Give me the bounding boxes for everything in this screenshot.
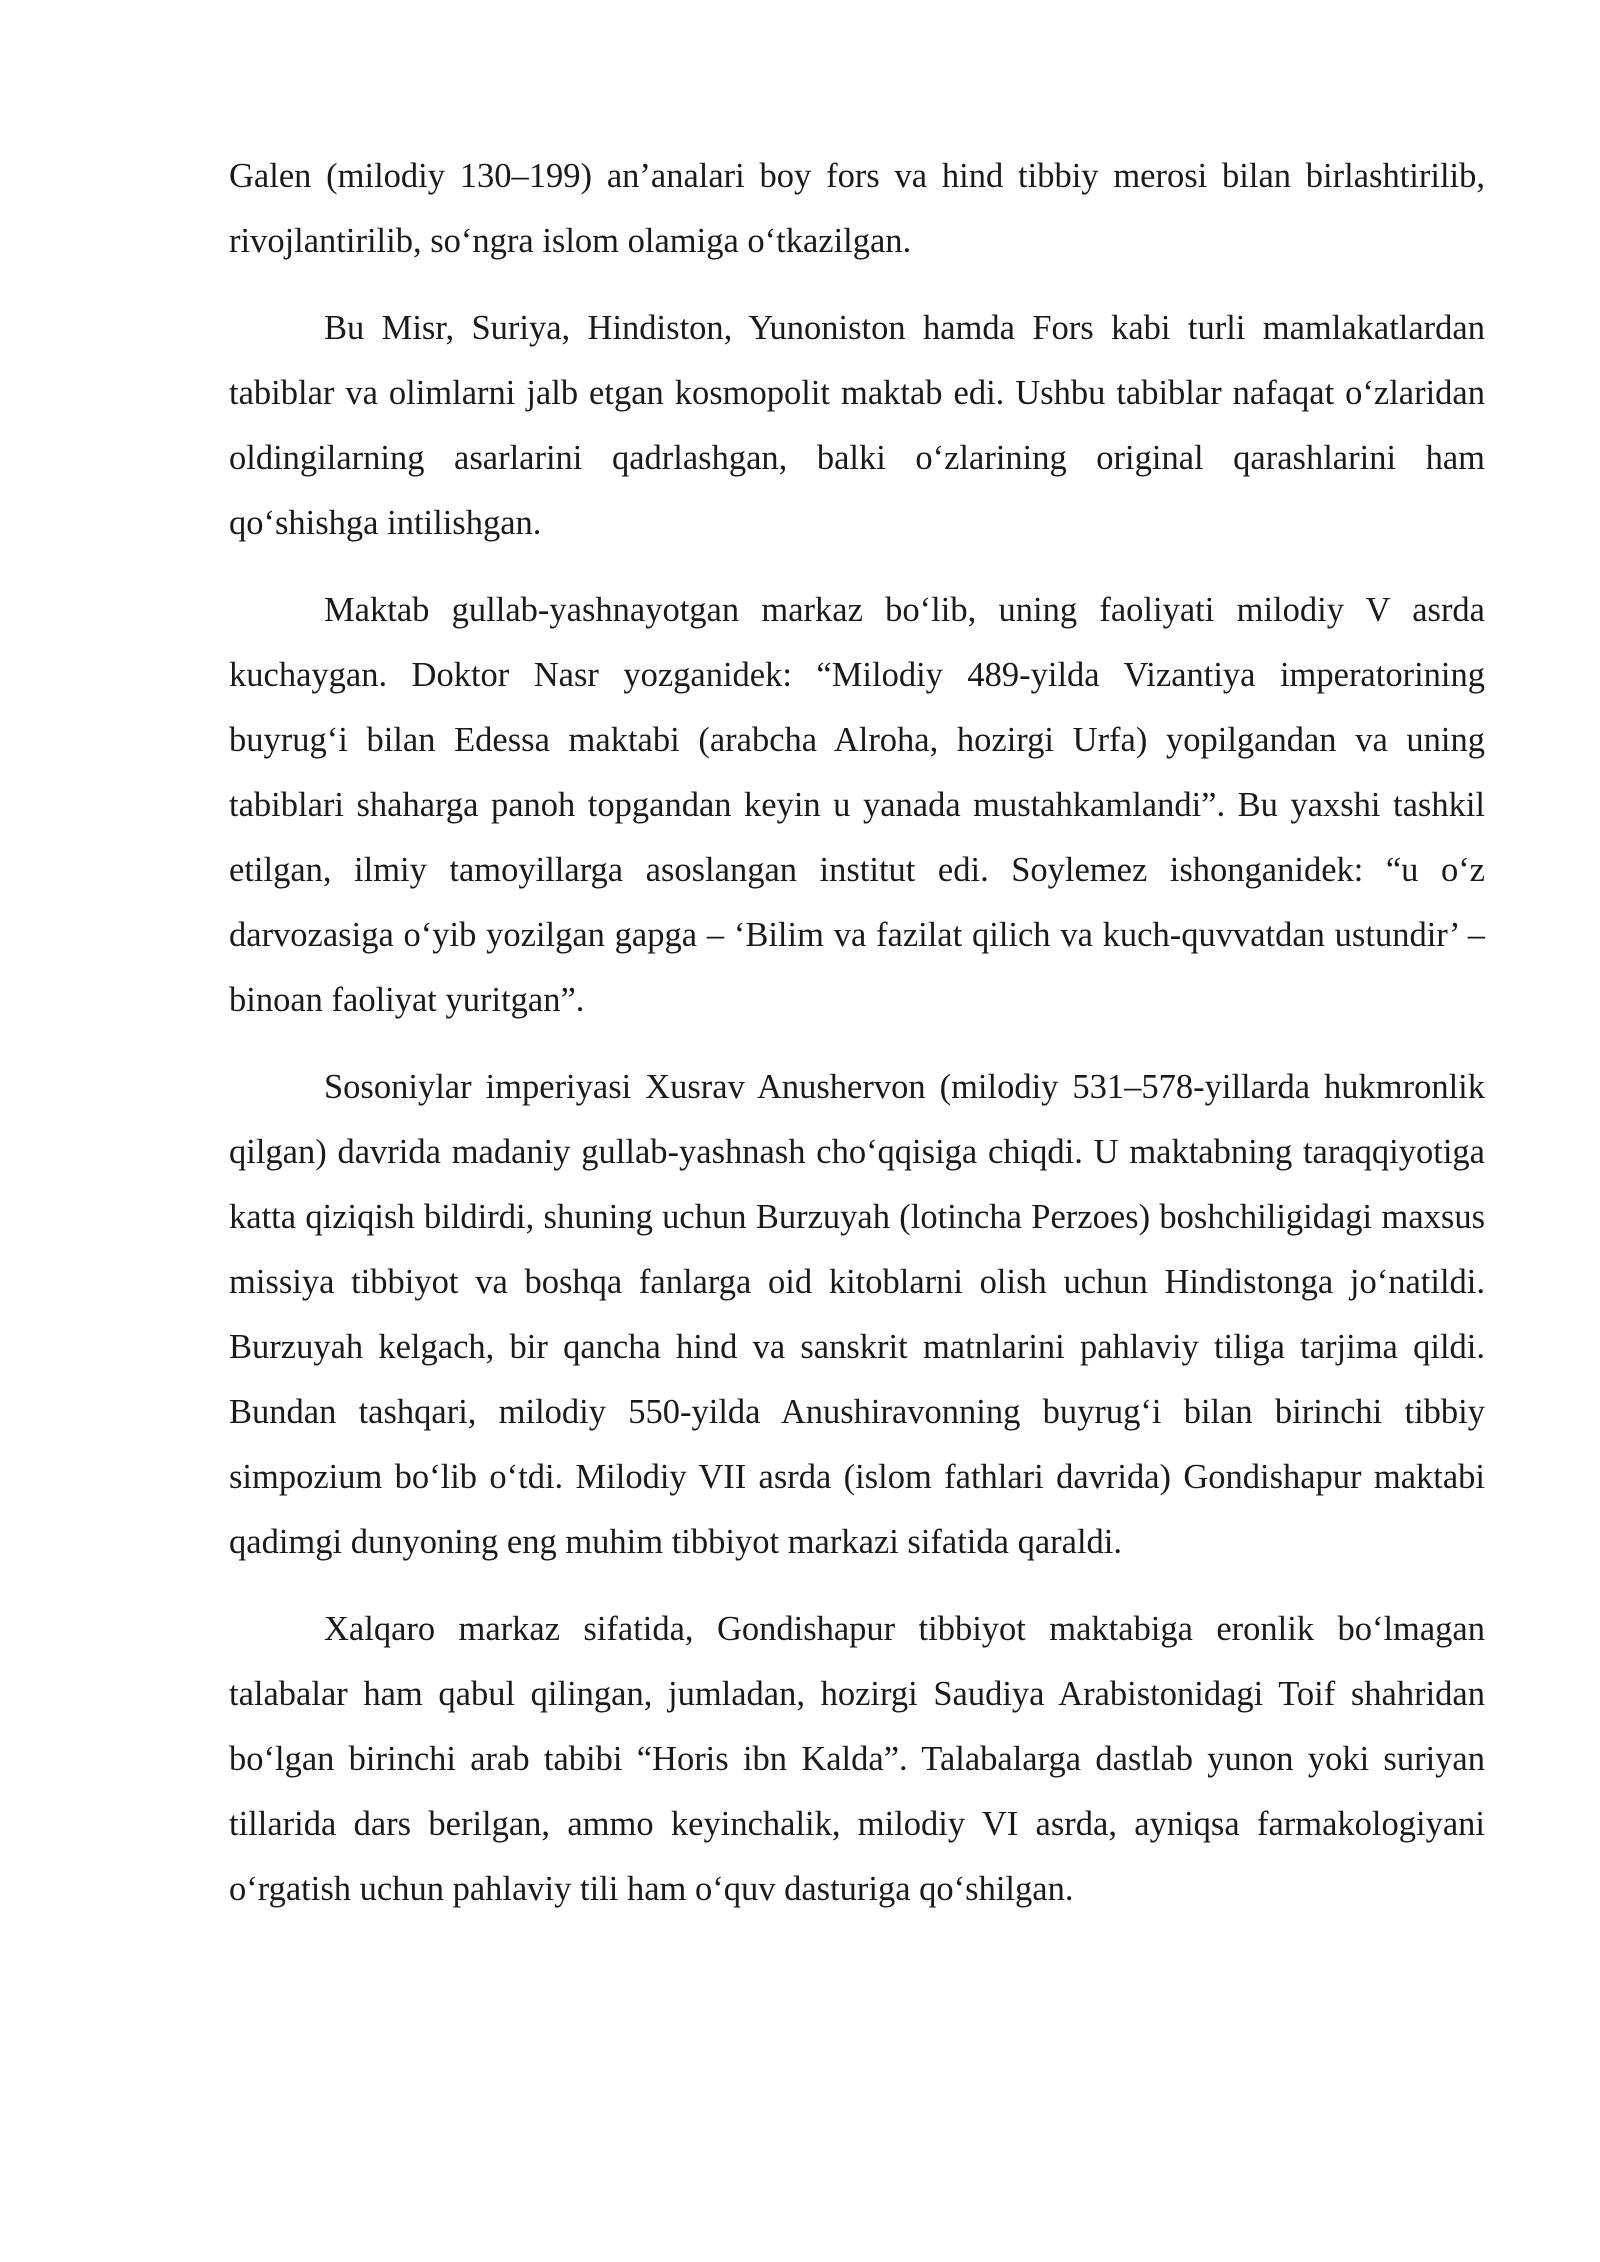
paragraph-3: Maktab gullab-yashnayotgan markaz boʻlib, uning faoliyati milodiy V asrda kuchaygan. Doktor Nasr yozganidek: “Milodiy 489-yilda Vizantiya imperatorining buyrugʻi bilan Edessa maktabi (arabcha Alroha, hozirgi Urfa) yopilgandan va uning tabiblari shaharga panoh topgandan keyin u yanada mustahkamlandi”. Bu yaxshi tashkil etilgan, ilmiy tamoyillarga asoslangan institut edi. Soylemez ishonganidek: “u oʻz darvozasiga oʻyib yozilgan gapga – ‘Bilim va fazilat qilich va kuch-quvvatdan ustundir’ – binoan faoliyat yuritgan”. xyxy=(229,591,1485,1019)
document-page xyxy=(229,144,1485,1944)
paragraph-1: Galen (milodiy 130–199) an’analari boy fors va hind tibbiy merosi bilan birlashtirilib, rivojlantirilib, soʻngra islom olamiga oʻtkazilgan. xyxy=(229,157,1485,260)
paragraph-2: Bu Misr, Suriya, Hindiston, Yunoniston hamda Fors kabi turli mamlakatlardan tabiblar va olimlarni jalb etgan kosmopolit maktab edi. Ushbu tabiblar nafaqat oʻzlaridan oldingilarning asarlarini qadrlashgan, balki oʻzlarining original qarashlarini ham qoʻshishga intilishgan. xyxy=(229,309,1485,542)
paragraph-5: Xalqaro markaz sifatida, Gondishapur tibbiyot maktabiga eronlik boʻlmagan talabalar ham qabul qilingan, jumladan, hozirgi Saudiya Arabistonidagi Toif shahridan boʻlgan birinchi arab tabibi “Horis ibn Kalda”. Talabalarga dastlab yunon yoki suriyan tillarida dars berilgan, ammo keyinchalik, milodiy VI asrda, ayniqsa farmakologiyani oʻrgatish uchun pahlaviy tili ham oʻquv dasturiga qoʻshilgan. xyxy=(229,1610,1485,1908)
paragraph-4: Sosoniylar imperiyasi Xusrav Anushervon (milodiy 531–578-yillarda hukmronlik qilgan) davrida madaniy gullab-yashnash choʻqqisiga chiqdi. U maktabning taraqqiyotiga katta qiziqish bildirdi, shuning uchun Burzuyah (lotincha Perzoes) boshchiligidagi maxsus missiya tibbiyot va boshqa fanlarga oid kitoblarni olish uchun Hindistonga joʻnatildi. Burzuyah kelgach, bir qancha hind va sanskrit matnlarini pahlaviy tiliga tarjima qildi. Bundan tashqari, milodiy 550-yilda Anushiravonning buyrugʻi bilan birinchi tibbiy simpozium boʻlib oʻtdi. Milodiy VII asrda (islom fathlari davrida) Gondishapur maktabi qadimgi dunyoning eng muhim tibbiyot markazi sifatida qaraldi. xyxy=(229,1068,1485,1561)
